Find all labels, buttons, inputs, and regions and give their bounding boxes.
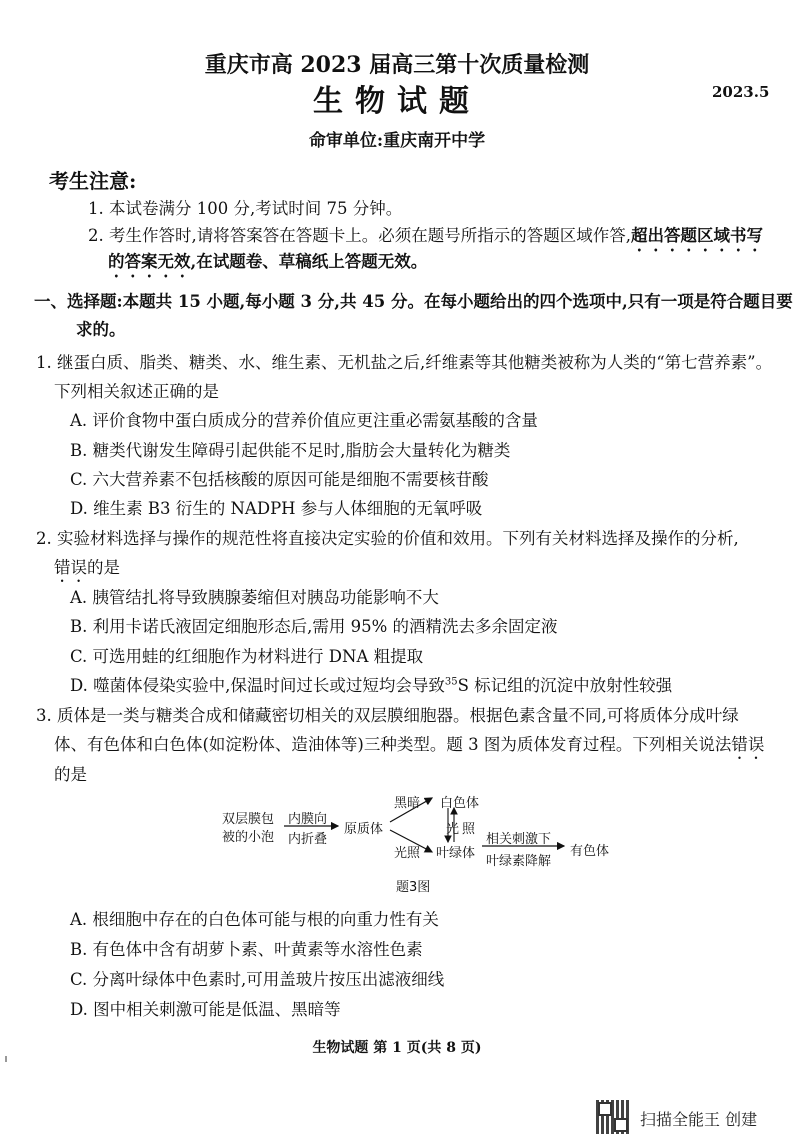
q1-option-b: B. 糖类代谢发生障碍引起供能不足时,脂肪会大量转化为糖类	[70, 441, 511, 460]
q3-stem-line3: 的是	[54, 765, 87, 784]
q3-option-c: C. 分离叶绿体中色素时,可用盖玻片按压出滤液细线	[70, 970, 445, 989]
q3-stem-line1: 3. 质体是一类与糖类合成和储藏密切相关的双层膜细胞器。根据色素含量不同,可将质体分成叶绿	[36, 706, 739, 725]
label-light: 光照	[394, 846, 421, 861]
label-chromoplast: 有色体	[570, 844, 610, 859]
q1-option-d: D. 维生素 B3 衍生的 NADPH 参与人体细胞的无氧呼吸	[70, 499, 483, 518]
q2-emphasis: 错误	[54, 558, 87, 577]
label-vesicle-2: 被的小泡	[222, 830, 275, 845]
notice-item-2-text: 2. 考生作答时,请将答案答在答题卡上。必须在题号所指示的答题区域作答,	[88, 226, 631, 245]
q2-option-c: C. 可选用蛙的红细胞作为材料进行 DNA 粗提取	[70, 647, 424, 666]
notice-item-2-emphasis: 超出答题区域书写	[630, 226, 763, 245]
notice-item-1: 1. 本试卷满分 100 分,考试时间 75 分钟。	[88, 199, 403, 218]
label-light-side: 光	[446, 822, 460, 837]
q3-option-a: A. 根细胞中存在的白色体可能与根的向重力性有关	[70, 910, 439, 929]
label-light-side-2: 照	[462, 822, 476, 837]
plastid-development-diagram	[218, 788, 618, 868]
q2-option-b: B. 利用卡诺氏液固定细胞形态后,需用 95% 的酒精洗去多余固定液	[70, 617, 558, 636]
q2-stem-line2	[54, 554, 120, 586]
q2-option-d-text-2: S 标记组的沉淀中放射性较强	[457, 676, 673, 695]
q1-option-a: A. 评价食物中蛋白质成分的营养价值应更注重必需氨基酸的含量	[70, 411, 538, 430]
q1-stem-line1: 1. 继蛋白质、脂类、糖类、水、维生素、无机盐之后,纤维素等其他糖类被称为人类的“第七营养素”。	[36, 353, 773, 372]
q1-stem-line2: 下列相关叙述正确的是	[54, 382, 219, 401]
q3-stem-line2	[54, 731, 764, 763]
label-chloroplast: 叶绿体	[436, 846, 476, 861]
section-heading-line2: 求的。	[76, 320, 126, 339]
section-heading-line1: 一、选择题:本题共 15 小题,每小题 3 分,共 45 分。在每小题给出的四个选项中,只有一项是符合题目要	[34, 292, 793, 311]
q2-option-d-superscript: 35	[444, 676, 458, 688]
q3-emphasis: 错误	[731, 735, 765, 754]
qr-code-icon	[596, 1100, 630, 1134]
margin-mark	[5, 1056, 7, 1062]
notice-item-2-tail: ,在试题卷、草稿纸上答题无效。	[190, 252, 428, 271]
label-dark: 黑暗	[394, 796, 421, 811]
q2-option-d-text: D. 噬菌体侵染实验中,保温时间过长或过短均会导致	[70, 676, 445, 695]
q2-stem-tail: 的是	[87, 558, 120, 577]
q2-stem-line1: 2. 实验材料选择与操作的规范性将直接决定实验的价值和效用。下列有关材料选择及操作的分析,	[36, 529, 739, 548]
label-stimulus-bottom: 叶绿素降解	[486, 854, 552, 869]
label-inner-membrane-bottom: 内折叠	[288, 832, 328, 847]
page-footer: 生物试题 第 1 页(共 8 页)	[312, 1040, 482, 1056]
subject-title: 生物试题	[313, 84, 481, 119]
q1-option-c: C. 六大营养素不包括核酸的原因可能是细胞不需要核苷酸	[70, 470, 489, 489]
q3-stem-text: 体、有色体和白色体(如淀粉体、造油体等)三种类型。题 3 图为质体发育过程。下列相关说法	[54, 735, 732, 754]
figure-caption: 题3图	[396, 880, 431, 895]
exam-title: 重庆市高 2023 届高三第十次质量检测	[204, 52, 590, 78]
notice-item-2-emphasis-2: 的答案无效	[108, 252, 191, 271]
label-leucoplast: 白色体	[440, 796, 480, 811]
label-inner-membrane-top: 内膜向	[288, 812, 328, 827]
exam-date: 2023.5	[712, 83, 770, 101]
q2-option-a: A. 胰管结扎将导致胰腺萎缩但对胰岛功能影响不大	[70, 588, 439, 607]
setter-unit: 命审单位:重庆南开中学	[308, 131, 486, 151]
notice-item-2-line2	[108, 248, 427, 281]
q3-option-d: D. 图中相关刺激可能是低温、黑暗等	[70, 1000, 341, 1019]
q3-option-b: B. 有色体中含有胡萝卜素、叶黄素等水溶性色素	[70, 940, 423, 959]
notice-heading: 考生注意:	[49, 169, 137, 193]
q2-option-d	[70, 672, 672, 696]
label-proplastid: 原质体	[344, 822, 384, 837]
label-vesicle-1: 双层膜包	[222, 812, 275, 827]
label-stimulus-top: 相关刺激下	[486, 832, 552, 847]
watermark-text: 扫描全能王 创建	[640, 1110, 758, 1129]
